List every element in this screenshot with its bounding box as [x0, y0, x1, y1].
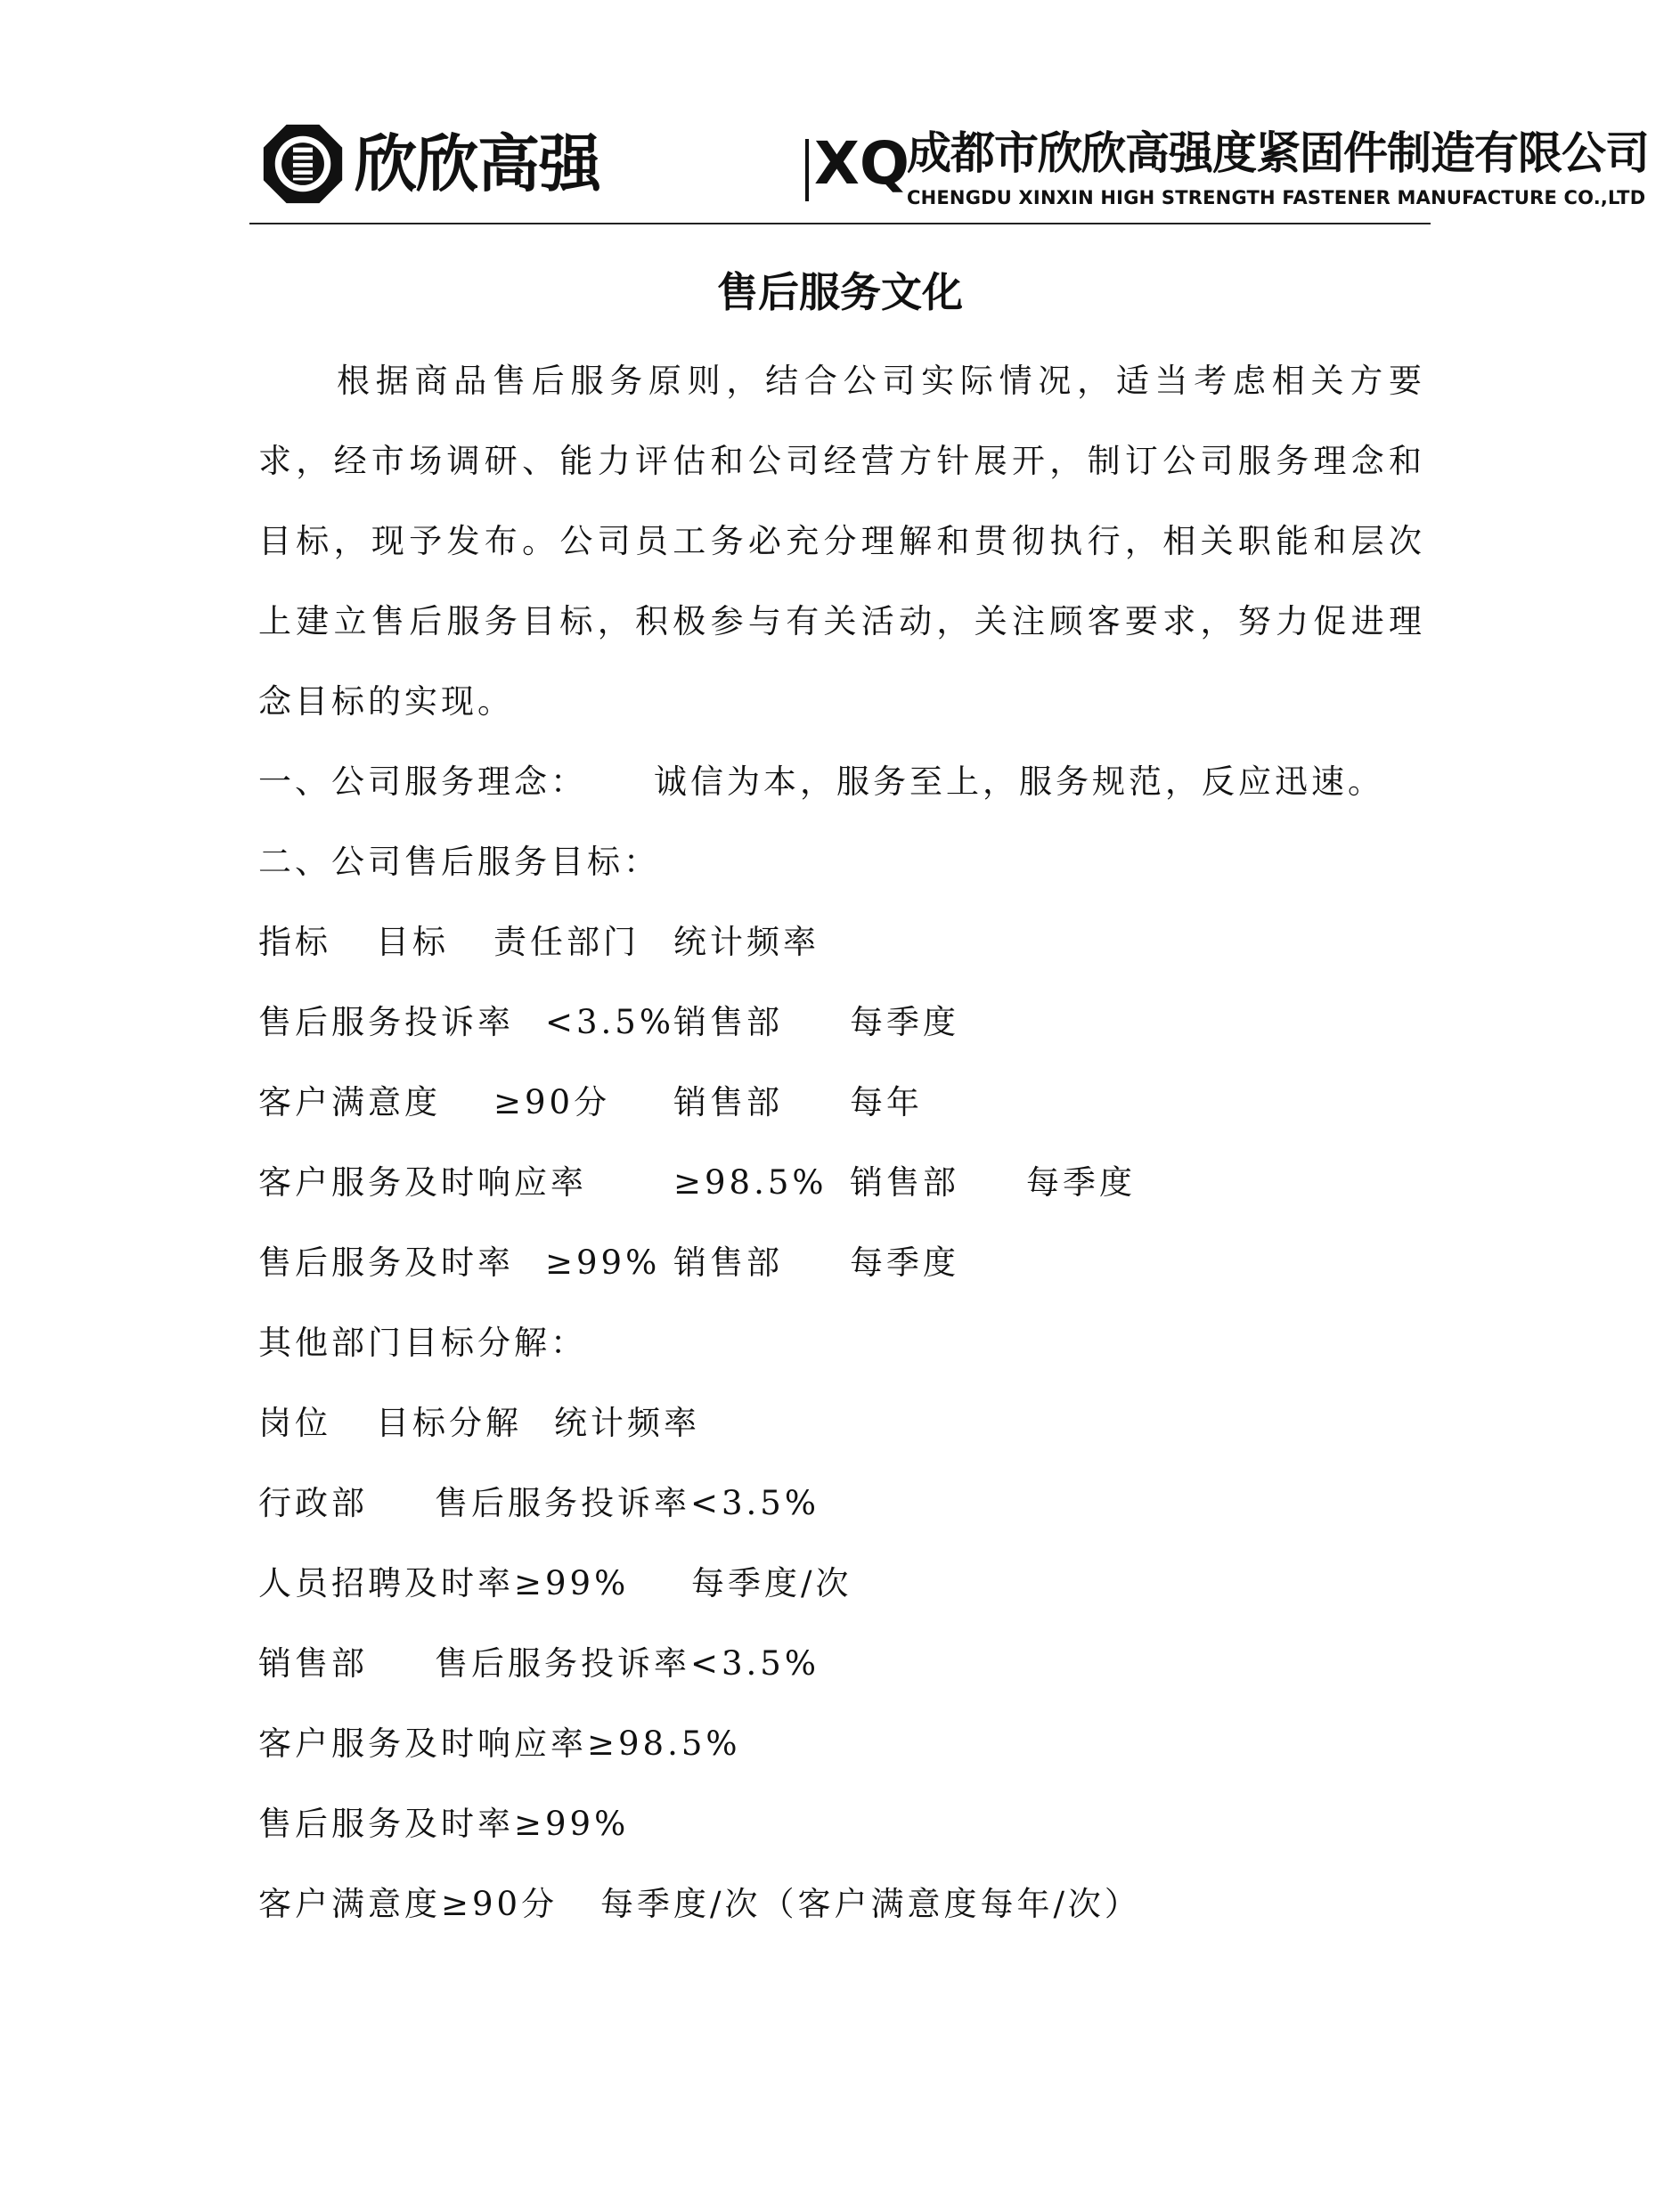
- goals-header-target: 目标: [376, 923, 449, 961]
- document-title: 售后服务文化: [717, 268, 963, 316]
- brand-divider: [805, 139, 809, 201]
- goal-indicator: 售后服务及时率: [258, 1243, 514, 1282]
- breakdown-line: [258, 1624, 820, 1704]
- company-name-en: CHENGDU XINXIN HIGH STRENGTH FASTENER MANUFACTURE CO.,LTD: [907, 187, 1646, 208]
- goal-department: 销售部: [673, 1243, 783, 1282]
- goal-target: ≥98.5%: [673, 1163, 828, 1202]
- goals-header-frequency: 统计频率: [673, 923, 820, 961]
- breakdown-target: 售后服务及时率≥99%: [258, 1805, 630, 1843]
- goal-department: 销售部: [673, 1083, 783, 1121]
- goal-department: 销售部: [850, 1163, 959, 1202]
- intro-paragraph: 根据商品售后服务原则，结合公司实际情况，适当考虑相关方要求，经市场调研、能力评估和公司经营方针展开，制订公司服务理念和目标，现予发布。公司员工务必充分理解和贯彻执行，相关职能和层次上建立售后服务目标，积极参与有关活动，关注顾客要求，努力促进理念目标的实现。: [258, 362, 1425, 721]
- breakdown-line: [258, 1784, 630, 1864]
- breakdown-header-frequency: 统计频率: [554, 1404, 700, 1442]
- goal-department: 销售部: [673, 1003, 783, 1041]
- goals-table-row: [258, 1223, 959, 1303]
- goals-heading: 二、公司售后服务目标：: [258, 843, 660, 881]
- letterhead: [251, 114, 1649, 223]
- breakdown-line: [258, 1463, 820, 1544]
- brand-initials: XQ: [814, 129, 909, 198]
- breakdown-target: 售后服务投诉率<3.5%: [435, 1484, 820, 1522]
- goal-target: <3.5%: [545, 1003, 675, 1041]
- breakdown-department: 行政部: [258, 1484, 368, 1522]
- breakdown-target: 售后服务投诉率<3.5%: [435, 1644, 820, 1683]
- service-concept-line: [258, 742, 1384, 822]
- goals-header-department: 责任部门: [493, 923, 640, 961]
- goals-table-row: [258, 1143, 1136, 1223]
- goal-indicator: 客户满意度: [258, 1083, 441, 1121]
- service-concept-label: 一、公司服务理念：: [258, 762, 587, 801]
- brand-name: 欣欣高强: [355, 127, 600, 200]
- goal-frequency: 每季度: [850, 1003, 959, 1041]
- hex-bolt-logo-icon: [262, 123, 344, 205]
- goals-table-row: [258, 982, 959, 1063]
- service-concept-text: 诚信为本，服务至上，服务规范，反应迅速。: [654, 762, 1384, 801]
- goal-frequency: 每年: [850, 1083, 923, 1121]
- breakdown-target: 客户满意度≥90分: [258, 1885, 559, 1923]
- breakdown-header-target: 目标分解: [376, 1404, 522, 1442]
- goals-header-indicator: 指标: [258, 923, 331, 961]
- goal-target: ≥99%: [545, 1243, 661, 1282]
- other-departments-heading: 其他部门目标分解：: [258, 1324, 587, 1362]
- breakdown-frequency: 每季度/次（客户满意度每年/次）: [600, 1885, 1141, 1923]
- goals-table-header: [258, 902, 820, 982]
- goal-frequency: 每季度: [850, 1243, 959, 1282]
- goal-frequency: 每季度: [1026, 1163, 1136, 1202]
- breakdown-target: 客户服务及时响应率≥98.5%: [258, 1724, 741, 1763]
- goal-indicator: 售后服务投诉率: [258, 1003, 514, 1041]
- goals-table-row: [258, 1063, 923, 1143]
- breakdown-line: [258, 1544, 852, 1624]
- goal-indicator: 客户服务及时响应率: [258, 1163, 587, 1202]
- header-rule: [249, 223, 1431, 224]
- goal-target: ≥90分: [493, 1083, 611, 1121]
- breakdown-target: 人员招聘及时率≥99%: [258, 1564, 630, 1602]
- breakdown-line: [258, 1864, 1141, 1944]
- breakdown-header-position: 岗位: [258, 1404, 331, 1442]
- breakdown-line: [258, 1704, 741, 1784]
- breakdown-frequency: 每季度/次: [691, 1564, 852, 1602]
- breakdown-header: [258, 1383, 700, 1463]
- breakdown-department: 销售部: [258, 1644, 368, 1683]
- company-name-cn: 成都市欣欣高强度紧固件制造有限公司: [907, 127, 1649, 179]
